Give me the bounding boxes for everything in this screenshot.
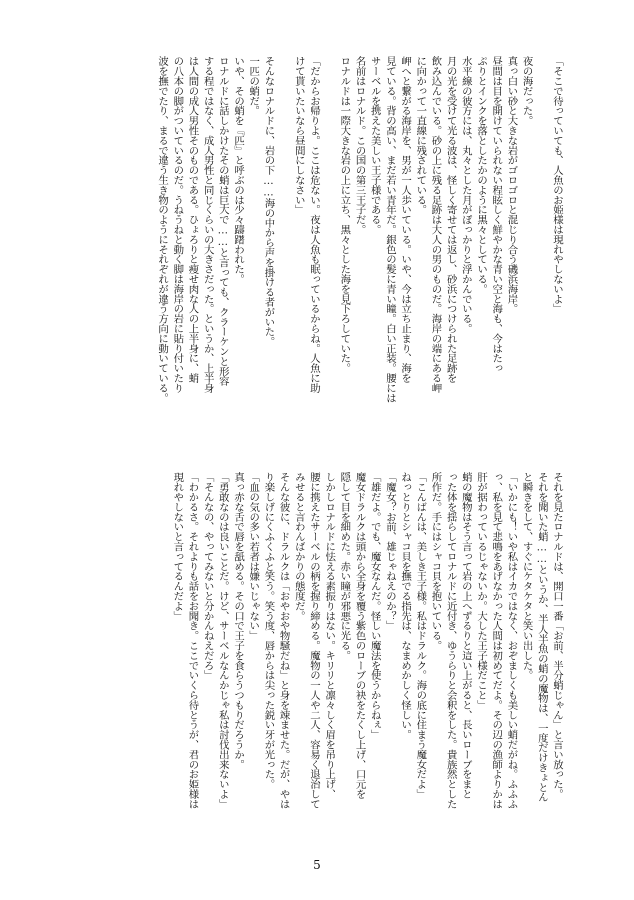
- text-column: 水平線の彼方には、丸々とした月がぽっかりと浮かんでいる。: [459, 56, 472, 334]
- text-column: 現れやしないと言ってるんだよ」: [171, 472, 184, 621]
- text-column: と瞬きをして、すぐにケタケタと笑い出した。: [520, 472, 533, 680]
- text-column: それを見たロナルドは、開口一番「お前、半分蛸じゃん」と言い放った。: [551, 472, 563, 799]
- text-column: 岬へと繋がる海岸を、男が一人歩いている。いや、今は立ち止まり、海を: [399, 56, 412, 383]
- text-column: の八本の脚がついているのだ。うねうねと動く脚は海岸の岩に貼り付いたり: [171, 56, 184, 393]
- text-column: 「そこで待っていても、人魚のお姫様は現れやしないよ」: [551, 56, 563, 314]
- text-column: ぷりとインクを落としたかのように黒々としている。: [475, 56, 488, 294]
- text-column: いや、その蛸を『匹』と呼ぶのは少々躊躇われた。: [232, 56, 245, 284]
- text-column: みせると言わんばかりの態度だ。: [292, 472, 305, 621]
- text-column: ロナルドに話しかけたその蛸は巨大で……と言っても、クラーケンと形容: [216, 56, 229, 386]
- text-column: 「わかるさ。それよりも話をお聞き。ここでいくら待とうが、君のお姫様は: [186, 472, 199, 809]
- text-column: 「こんばんは、美しき王子様。私はドラルク。海の底に住まう魔女だよ」: [414, 472, 427, 799]
- text-column: 「勇敢なのは良いことだ。けど、サーベルなんかじゃ私は討伐出来ないよ」: [216, 472, 229, 809]
- text-column: っ、私を見て悲鳴をあげなかった人間は初めてだよ。その辺の漁師よりかは: [490, 472, 503, 809]
- text-column: する程ではなく、成人男性と同じくらいの大きさだった。というか、上半身: [201, 56, 214, 393]
- text-column: 「いかにも！いや私はイカではなく、おぞましくも美しい蛸だがね。ふふふ: [505, 472, 518, 809]
- text-column: 「魔女？お前、雄じゃねえのか？」: [383, 472, 396, 631]
- text-column: 「雄だよ。でも、魔女なんだ。怪しい魔法を使うからねぇ」: [368, 472, 381, 740]
- upper-text-block: [156, 56, 562, 406]
- text-column: サーベルを携えた美しい王子様である。: [368, 56, 381, 235]
- text-column: 隠して目を細めた。赤い瞳が邪悪に光る。: [338, 472, 351, 661]
- text-column: 腰に携えたサーベルの柄を握り締める。魔物の一人や二人、容易く退治して: [308, 472, 320, 809]
- text-column: そんなロナルドに、岩の下……海の中から声を掛ける者がいた。: [262, 56, 275, 347]
- text-column: 飲み込んでいる。砂の上に残る足跡は大人の男のものだ。海岸の端にある岬: [429, 56, 442, 393]
- text-column: 名前はロナルド。この国の第三王子だ。: [353, 56, 366, 235]
- text-column: ねっとりとシャコ貝を撫でる指先は、なまめかしく怪しい。: [399, 472, 412, 740]
- text-column: 肝が据わっているじゃないか。大した王子様だこと」: [475, 472, 488, 710]
- text-column: に向かって一直線に残されている。: [414, 56, 427, 215]
- text-column: 真っ白い砂と大きな岩がゴロゴロと混じり合う磯浜海岸。: [505, 56, 518, 314]
- text-column: 「そんなの、やってみないと分かんねえだろ」: [201, 472, 214, 680]
- text-column: ロナルドは一際大きな岩の上に立ち、黒々とした海を見下ろしていた。: [338, 56, 351, 373]
- text-column: しかしロナルドに怯える素振りはない。キリリと凛々しく眉を吊り上げ、: [323, 472, 336, 799]
- text-column: った体を揺らしてロナルドに近付き、ゆうらりと会釈をした。貴族然とした: [444, 472, 457, 809]
- text-column: 昼間は目を開けていられない程眩しく鮮やかな青い空と海も、今はたっ: [490, 56, 503, 373]
- text-column: 所作だ。手にはシャコ貝を抱いている。: [429, 472, 442, 651]
- text-column: 真っ赤な舌で唇を舐める。その口で王子を食らうつもりだろうか。: [232, 472, 245, 769]
- text-column: 夜の海だった。: [520, 56, 533, 126]
- text-column: 見ている。背の高い、まだ若い青年だ。銀色の髪に青い瞳。白い正装。腰には: [383, 56, 396, 403]
- text-column: 「血の気の多い若者は嫌いじゃない」: [247, 472, 260, 641]
- text-column: 「だからお帰りよ。ここは危ない。夜は人魚も眠っているからね。人魚に助: [308, 56, 320, 393]
- text-column: 一匹の蛸だ。: [247, 56, 260, 116]
- text-column: それを聞いた蛸……というか、半人半魚の蛸の魔物は、一度だけきょとん: [535, 472, 548, 802]
- text-column: り楽しげにくふくふと笑う。笑う度、唇からは尖った鋭い牙が光った。: [262, 472, 275, 789]
- text-column: は人間の成人男性そのものである。ひょろりと痩せ肉な人の上半身に、蛸: [186, 56, 199, 383]
- text-column: けて貰いたいなら昼間にしなさい」: [292, 56, 305, 215]
- text-column: 波を撫でたり、まるで違う生き物のようにそれぞれが違う方向に動いている。: [156, 56, 169, 403]
- text-column: そんな彼に、ドラルクは「おやおや物騒だね」と身を竦ませた。だが、やは: [277, 472, 290, 809]
- text-column: 蛸の魔物はそう言って岩の上へずるりと這い上がると、長いローブをまと: [459, 472, 472, 799]
- text-column: 魔女ドラルクは頭から全身を覆う紫色のローブの袂をたくし上げ、口元を: [353, 472, 366, 799]
- lower-text-block: [171, 472, 562, 822]
- page-number: 5: [313, 858, 321, 872]
- text-column: 月の光を受けて光る波は、怪しく寄せては返し、砂浜につけられた足跡を: [444, 56, 457, 383]
